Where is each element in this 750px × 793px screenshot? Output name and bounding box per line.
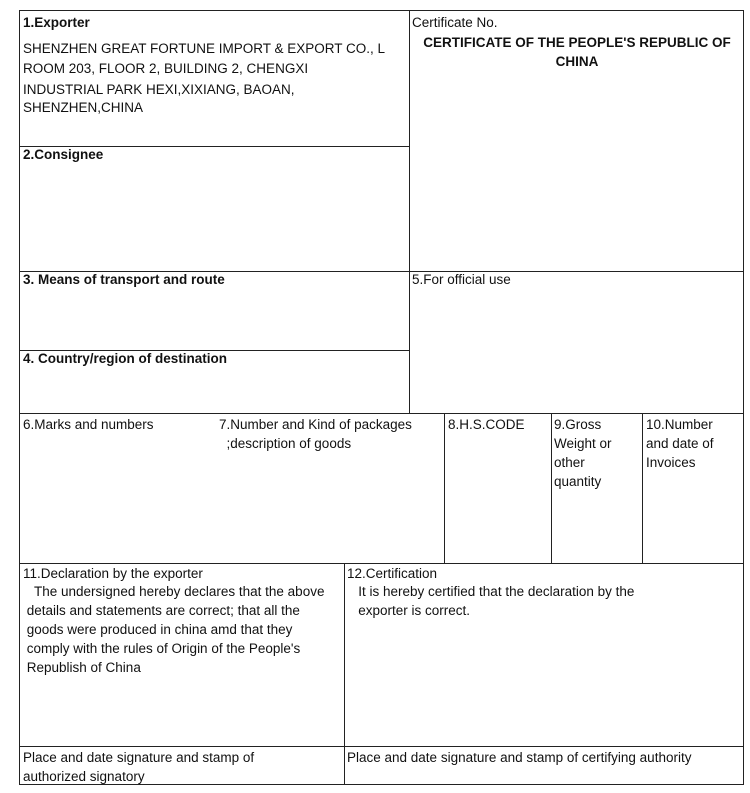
declaration-text: The undersigned hereby declares that the above details and statements are correct; that all the goods were produced in china amd that they comply with the rules of Origin of the People's Republish of China — [26, 584, 325, 675]
invoice-label: 10.Number and date of Invoices — [646, 417, 714, 470]
packages-label: 7.Number and Kind of packages ;description of goods — [219, 417, 412, 451]
consignee-label: 2.Consignee — [23, 147, 104, 162]
hs-code-label: 8.H.S.CODE — [448, 417, 525, 432]
exporter-line: SHENZHEN GREAT FORTUNE IMPORT & EXPORT CO., L — [23, 41, 386, 56]
certificate-title: CERTIFICATE OF THE PEOPLE'S REPUBLIC OF CHINA — [423, 35, 731, 69]
divider — [444, 413, 445, 563]
transport-label: 3. Means of transport and route — [23, 272, 225, 287]
certification-text: It is hereby certified that the declaration by the exporter is correct. — [358, 584, 635, 618]
divider — [344, 563, 345, 785]
gross-weight-label: 9.Gross Weight or other quantity — [554, 417, 612, 489]
exporter-line: INDUSTRIAL PARK HEXI,XIXIANG, BAOAN, — [23, 82, 295, 97]
certification-label: 12.Certification — [347, 566, 438, 581]
marks-label: 6.Marks and numbers — [23, 417, 154, 432]
exporter-address — [23, 39, 409, 139]
exporter-line: SHENZHEN,CHINA — [23, 100, 144, 115]
declaration-label: 11.Declaration by the exporter — [23, 566, 203, 581]
destination-label: 4. Country/region of destination — [23, 351, 228, 366]
divider — [19, 746, 744, 747]
authority-label: Place and date signature and stamp of certifying authority — [347, 750, 692, 765]
divider — [551, 413, 552, 563]
signatory-label: Place and date signature and stamp of authorized signatory — [23, 750, 255, 784]
divider — [19, 413, 744, 414]
official-use-label: 5.For official use — [412, 272, 511, 287]
exporter-line: ROOM 203, FLOOR 2, BUILDING 2, CHENGXI — [23, 61, 309, 76]
divider — [642, 413, 643, 563]
exporter-label: 1.Exporter — [23, 15, 90, 30]
declaration-body — [23, 582, 343, 682]
certificate-no-label: Certificate No. — [412, 15, 498, 30]
